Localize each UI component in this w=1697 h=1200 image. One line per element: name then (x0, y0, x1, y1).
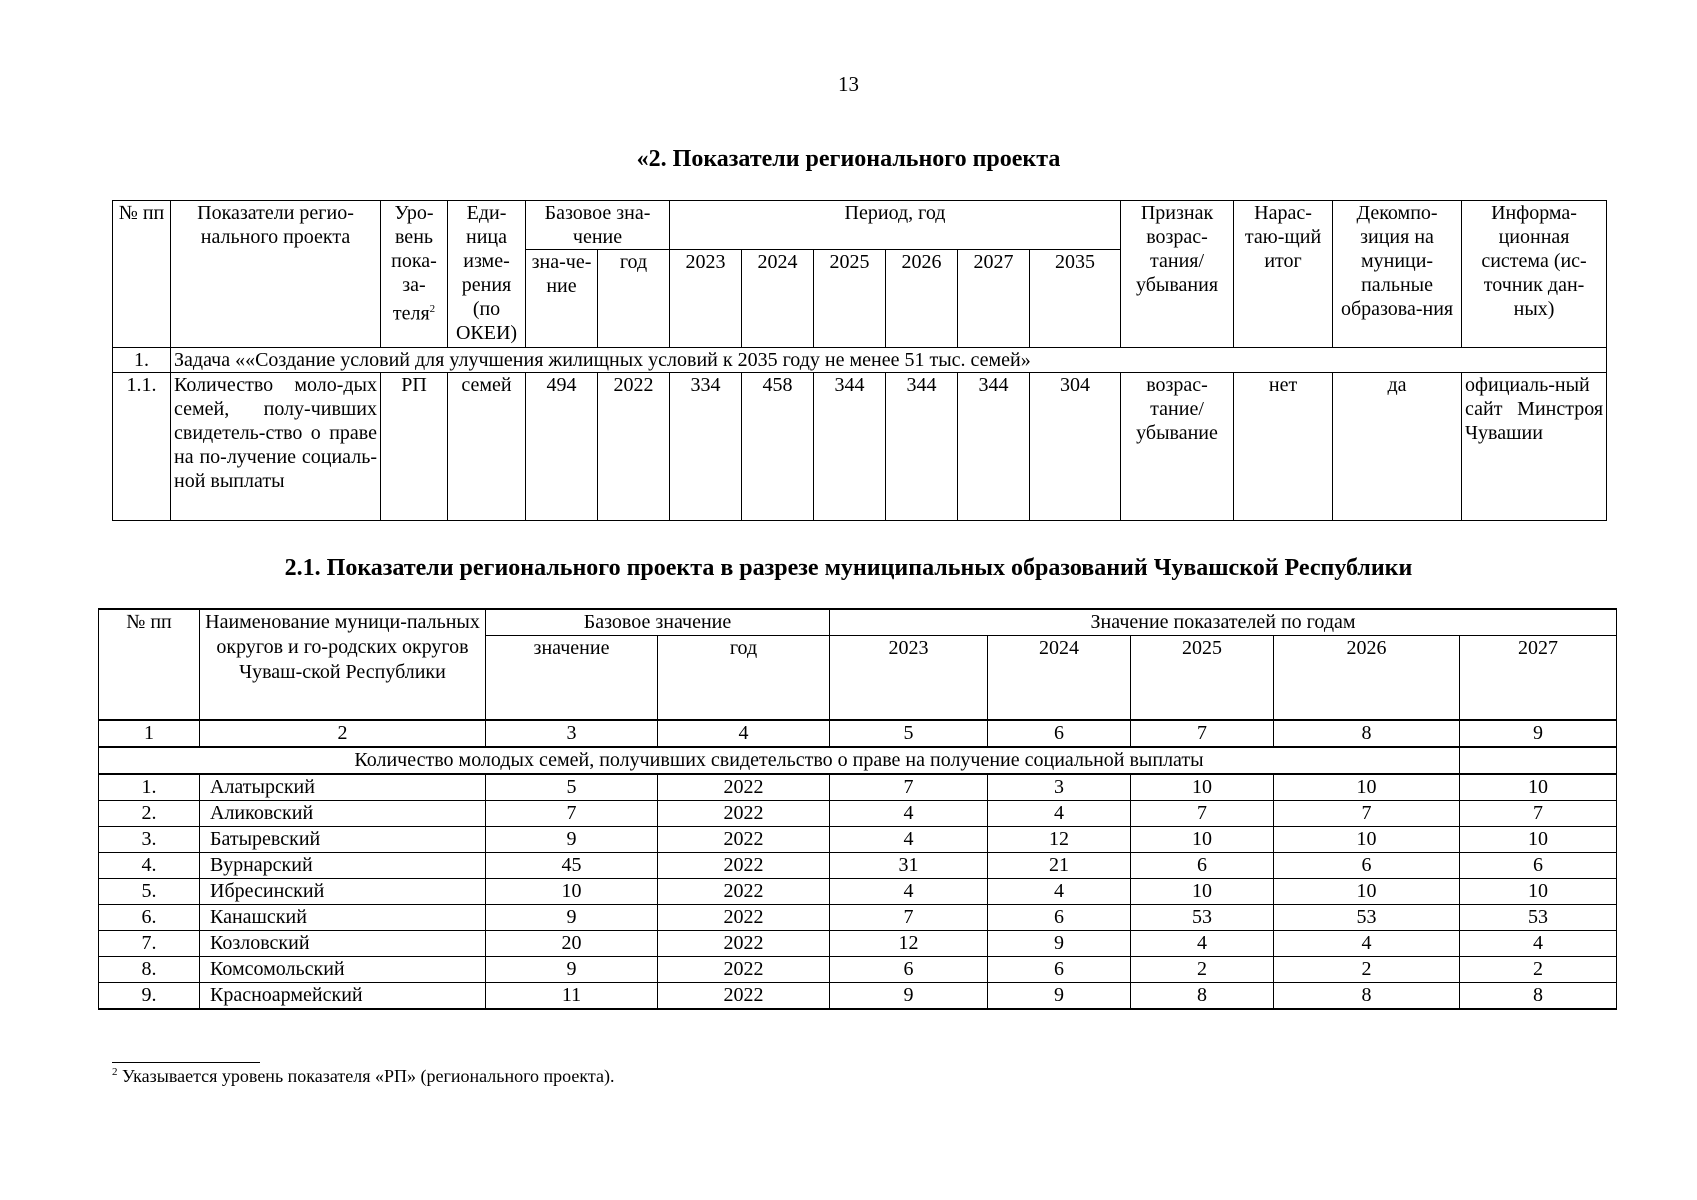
row-num: 3. (99, 826, 200, 852)
col-number: 2 (200, 720, 486, 747)
row-value: 4 (1460, 930, 1617, 956)
header-base-year: год (658, 636, 830, 720)
section-label: Количество молодых семей, получивших свидетельство о праве на получение социальной выплаты (99, 747, 1460, 774)
row-base-value: 9 (486, 904, 658, 930)
row-base-value: 45 (486, 852, 658, 878)
header-year: 2024 (742, 250, 814, 348)
table-row (99, 800, 1617, 826)
row-value: 6 (830, 956, 988, 982)
col-number: 4 (658, 720, 830, 747)
row-value: 53 (1460, 904, 1617, 930)
row-base-year: 2022 (658, 982, 830, 1009)
header-year: 2026 (886, 250, 958, 348)
section-title-municipal-indicators: 2.1. Показатели регионального проекта в разрезе муниципальных образований Чувашской Республики (284, 555, 1413, 581)
table-row (99, 956, 1617, 982)
row-value: 9 (830, 982, 988, 1009)
row-name: Ибресинский (200, 878, 486, 904)
row-value: 344 (958, 373, 1030, 521)
row-value: 4 (830, 800, 988, 826)
row-value: 3 (988, 774, 1131, 801)
header-year: 2023 (670, 250, 742, 348)
task-num: 1. (113, 348, 171, 373)
row-value: 53 (1274, 904, 1460, 930)
row-value: 4 (988, 878, 1131, 904)
row-value: 4 (988, 800, 1131, 826)
header-name: Наименование муници-пальных округов и го-родских округов Чуваш-ской Республики (200, 609, 486, 720)
header-base-value: зна-че-ние (526, 250, 598, 348)
table-row (99, 930, 1617, 956)
row-name: Комсомольский (200, 956, 486, 982)
row-base-year: 2022 (658, 774, 830, 801)
row-base-value: 9 (486, 826, 658, 852)
row-num: 7. (99, 930, 200, 956)
row-value: 7 (1131, 800, 1274, 826)
table-row (99, 774, 1617, 801)
row-base-value: 7 (486, 800, 658, 826)
row-value: 4 (830, 826, 988, 852)
row-name: Батыревский (200, 826, 486, 852)
indicator-row (113, 373, 1607, 521)
col-number: 9 (1460, 720, 1617, 747)
regional-indicators-table (112, 200, 1607, 521)
row-value: 344 (886, 373, 958, 521)
row-value: 2 (1460, 956, 1617, 982)
header-by-years: Значение показателей по годам (830, 609, 1617, 636)
header-base: Базовое значение (486, 609, 830, 636)
row-value: 10 (1131, 826, 1274, 852)
row-value: 9 (988, 982, 1131, 1009)
row-value: 6 (1274, 852, 1460, 878)
row-level: РП (381, 373, 448, 521)
row-name: Канашский (200, 904, 486, 930)
row-base-value: 11 (486, 982, 658, 1009)
row-value: 4 (1131, 930, 1274, 956)
row-base-year: 2022 (658, 904, 830, 930)
row-value: 8 (1274, 982, 1460, 1009)
col-number: 3 (486, 720, 658, 747)
row-value: 344 (814, 373, 886, 521)
header-year: 2025 (1131, 636, 1274, 720)
row-num: 9. (99, 982, 200, 1009)
header-base-year: год (598, 250, 670, 348)
row-base-year: 2022 (658, 826, 830, 852)
header-year: 2026 (1274, 636, 1460, 720)
row-value: 6 (988, 956, 1131, 982)
table-row (99, 852, 1617, 878)
row-value: 53 (1131, 904, 1274, 930)
row-base-year: 2022 (658, 852, 830, 878)
row-value: 458 (742, 373, 814, 521)
municipal-rows (99, 774, 1617, 1009)
header-level: Уро-вень пока-за-теля$^2$ (381, 201, 448, 348)
row-name: Козловский (200, 930, 486, 956)
col-number: 8 (1274, 720, 1460, 747)
row-name: Аликовский (200, 800, 486, 826)
row-value: 10 (1131, 878, 1274, 904)
row-value: 8 (1460, 982, 1617, 1009)
header-sign: Признак возрас-тания/ убывания (1121, 201, 1234, 348)
column-numbers-row (99, 720, 1617, 747)
row-value: 304 (1030, 373, 1121, 521)
row-name: Вурнарский (200, 852, 486, 878)
header-year: 2035 (1030, 250, 1121, 348)
row-base-year: 2022 (658, 800, 830, 826)
row-value: 334 (670, 373, 742, 521)
row-num: 6. (99, 904, 200, 930)
row-value: 10 (1131, 774, 1274, 801)
row-value: 31 (830, 852, 988, 878)
header-info-system: Информа-ционная система (ис-точник дан-ных) (1462, 201, 1607, 348)
row-info-system: официаль-ный сайт Минстроя Чувашии (1462, 373, 1607, 521)
table-row (99, 878, 1617, 904)
header-base-value: значение (486, 636, 658, 720)
col-number: 7 (1131, 720, 1274, 747)
col-number: 1 (99, 720, 200, 747)
header-decomposition: Декомпо-зиция на муници-пальные образова-ния (1333, 201, 1462, 348)
row-value: 12 (830, 930, 988, 956)
row-base-value: 5 (486, 774, 658, 801)
row-num: 2. (99, 800, 200, 826)
row-num: 4. (99, 852, 200, 878)
row-base-value: 494 (526, 373, 598, 521)
row-sign: возрас-тание/ убывание (1121, 373, 1234, 521)
row-value: 7 (1460, 800, 1617, 826)
row-value: 10 (1274, 774, 1460, 801)
task-row (113, 348, 1607, 373)
row-value: 10 (1460, 878, 1617, 904)
row-value: 10 (1460, 774, 1617, 801)
row-num: 1.1. (113, 373, 171, 521)
row-value: 7 (830, 774, 988, 801)
row-value: 4 (830, 878, 988, 904)
row-value: 12 (988, 826, 1131, 852)
row-num: 8. (99, 956, 200, 982)
row-indicator: Количество моло-дых семей, полу-чивших свидетель-ство о праве на по-лучение социаль-ной выплаты (171, 373, 381, 521)
header-year: 2027 (1460, 636, 1617, 720)
row-value: 6 (1460, 852, 1617, 878)
footnote-divider (112, 1062, 260, 1063)
row-value: 9 (988, 930, 1131, 956)
row-value: 10 (1274, 878, 1460, 904)
row-base-value: 9 (486, 956, 658, 982)
row-value: 10 (1460, 826, 1617, 852)
row-value: 7 (830, 904, 988, 930)
row-base-year: 2022 (598, 373, 670, 521)
row-name: Алатырский (200, 774, 486, 801)
col-number: 6 (988, 720, 1131, 747)
header-year: 2025 (814, 250, 886, 348)
section-label-empty (1460, 747, 1617, 774)
header-unit: Еди-ница изме-рения (по ОКЕИ) (448, 201, 526, 348)
task-text: Задача ««Создание условий для улучшения жилищных условий к 2035 году не менее 51 тыс. семей» (171, 348, 1607, 373)
row-value: 6 (1131, 852, 1274, 878)
row-value: 4 (1274, 930, 1460, 956)
table-row (99, 904, 1617, 930)
municipal-indicators-table (98, 608, 1617, 1010)
row-num: 1. (99, 774, 200, 801)
row-num: 5. (99, 878, 200, 904)
row-name: Красноармейский (200, 982, 486, 1009)
table-row (99, 826, 1617, 852)
page-number: 13 (838, 72, 859, 96)
section-title-regional-indicators: «2. Показатели регионального проекта (636, 146, 1061, 172)
row-unit: семей (448, 373, 526, 521)
row-value: 21 (988, 852, 1131, 878)
row-base-year: 2022 (658, 878, 830, 904)
row-decomposition: да (1333, 373, 1462, 521)
header-base: Базовое зна-чение (526, 201, 670, 250)
table-row (99, 982, 1617, 1009)
header-period: Период, год (670, 201, 1121, 250)
header-year: 2024 (988, 636, 1131, 720)
row-value: 2 (1274, 956, 1460, 982)
row-base-value: 10 (486, 878, 658, 904)
header-year: 2023 (830, 636, 988, 720)
row-value: 7 (1274, 800, 1460, 826)
header-year: 2027 (958, 250, 1030, 348)
footnote: $^2$ Указывается уровень показателя «РП» (регионального проекта). (112, 1066, 615, 1086)
header-cumulative: Нарас-таю-щий итог (1234, 201, 1333, 348)
row-value: 8 (1131, 982, 1274, 1009)
header-indicator: Показатели регио-нального проекта (171, 201, 381, 348)
row-base-year: 2022 (658, 930, 830, 956)
row-value: 10 (1274, 826, 1460, 852)
row-value: 2 (1131, 956, 1274, 982)
row-value: 6 (988, 904, 1131, 930)
header-num: № пп (113, 201, 171, 348)
col-number: 5 (830, 720, 988, 747)
row-base-year: 2022 (658, 956, 830, 982)
section-label-row (99, 747, 1617, 774)
header-num: № пп (99, 609, 200, 720)
row-cumulative: нет (1234, 373, 1333, 521)
row-base-value: 20 (486, 930, 658, 956)
